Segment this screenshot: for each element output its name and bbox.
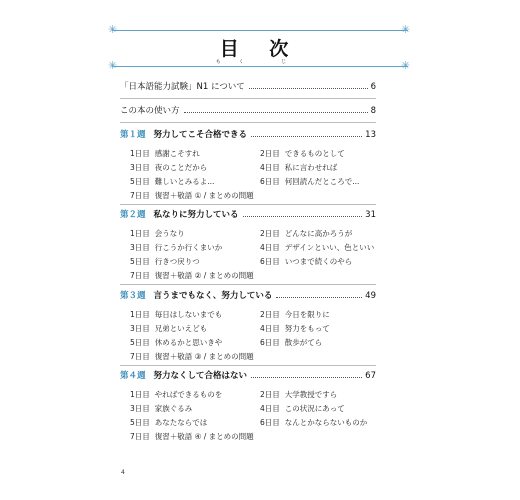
day-text: 夜のことだから <box>154 163 208 172</box>
day-item[interactable] <box>130 431 254 442</box>
day-item[interactable] <box>260 228 352 239</box>
day-label: 7日目 <box>130 191 150 200</box>
day-item[interactable] <box>130 176 214 187</box>
day-text: 復習＋敬語 ④ / まとめの問題 <box>154 432 254 441</box>
week-label: 第２週 <box>120 210 146 220</box>
day-item[interactable] <box>260 148 345 159</box>
day-text: 復習＋敬語 ① / まとめの問題 <box>154 191 254 200</box>
dot-leader <box>243 216 363 217</box>
day-text: 休めるかと思いきや <box>154 338 223 347</box>
day-label: 7日目 <box>130 352 150 361</box>
day-label: 6日目 <box>260 177 280 186</box>
week-title: 私なりに努力している <box>153 210 239 220</box>
day-text: 毎日はしないまでも <box>154 310 223 319</box>
day-item[interactable] <box>130 162 207 173</box>
divider <box>120 98 376 99</box>
day-label: 3日目 <box>130 404 150 413</box>
day-label: 5日目 <box>130 338 150 347</box>
day-text: 大学教授ですら <box>284 390 338 399</box>
week-4-heading[interactable] <box>120 369 376 381</box>
day-text: いつまで続くのやら <box>284 257 353 266</box>
day-item[interactable] <box>130 242 222 253</box>
day-text: 感謝こそすれ <box>154 149 200 158</box>
divider <box>120 204 376 205</box>
day-label: 3日目 <box>130 324 150 333</box>
day-item[interactable] <box>260 389 337 400</box>
day-label: 3日目 <box>130 163 150 172</box>
day-item[interactable] <box>130 337 222 348</box>
day-item[interactable] <box>260 323 330 334</box>
day-label: 1日目 <box>130 149 150 158</box>
snowflake-icon: ✳ <box>108 59 118 72</box>
dot-leader <box>184 112 368 113</box>
divider <box>120 122 376 123</box>
day-item[interactable] <box>130 389 222 400</box>
day-label: 1日目 <box>130 310 150 319</box>
week-page: 31 <box>365 210 376 220</box>
snowflake-icon: ✳ <box>108 23 118 36</box>
day-label: 4日目 <box>260 243 280 252</box>
toc-entry-page: 8 <box>370 106 376 116</box>
day-label: 2日目 <box>260 229 280 238</box>
week-label: 第３週 <box>120 291 146 301</box>
day-label: 7日目 <box>130 271 150 280</box>
day-item[interactable] <box>130 190 254 201</box>
dot-leader <box>251 136 362 137</box>
day-item[interactable] <box>260 162 337 173</box>
week-title: 努力してこそ合格できる <box>153 130 248 140</box>
dot-leader <box>251 377 362 378</box>
day-item[interactable] <box>260 309 330 320</box>
day-label: 4日目 <box>260 163 280 172</box>
day-text: 何回読んだところで... <box>284 177 360 186</box>
week-title: 努力なくして合格はない <box>153 371 248 381</box>
day-label: 1日目 <box>130 390 150 399</box>
day-label: 5日目 <box>130 418 150 427</box>
day-text: 努力をもって <box>284 324 330 333</box>
day-text: 行きつ戻りつ <box>154 257 200 266</box>
day-text: 復習＋敬語 ② / まとめの問題 <box>154 271 254 280</box>
day-label: 1日目 <box>130 229 150 238</box>
week-label: 第４週 <box>120 371 146 381</box>
day-text: 復習＋敬語 ③ / まとめの問題 <box>154 352 254 361</box>
day-text: デザインといい、色といい <box>284 243 375 252</box>
day-text: 兄弟といえども <box>154 324 208 333</box>
dot-leader <box>249 88 368 89</box>
toc-header <box>108 20 411 75</box>
day-text: なんとかならないものか <box>284 418 368 427</box>
toc-entry-how-to-use[interactable] <box>120 104 376 116</box>
header-bottom-rule <box>112 66 408 67</box>
day-text: あなたならでは <box>154 418 208 427</box>
day-label: 6日目 <box>260 338 280 347</box>
toc-entry-jlpt-n1[interactable] <box>120 80 376 92</box>
day-text: どんなに高かろうが <box>284 229 353 238</box>
week-3-heading[interactable] <box>120 289 376 301</box>
day-item[interactable] <box>130 270 254 281</box>
divider <box>120 365 376 366</box>
day-label: 5日目 <box>130 257 150 266</box>
snowflake-icon: ✳ <box>401 23 411 36</box>
header-top-rule <box>112 30 408 31</box>
day-item[interactable] <box>130 403 192 414</box>
day-text: 会うなり <box>154 229 185 238</box>
toc-entry-label: この本の使い方 <box>120 106 180 116</box>
day-item[interactable] <box>130 309 222 320</box>
day-item[interactable] <box>130 351 254 362</box>
week-page: 49 <box>365 291 376 301</box>
day-text: やればできるものを <box>154 390 223 399</box>
week-title: 言うまでもなく、努力している <box>153 291 273 301</box>
day-item[interactable] <box>260 403 345 414</box>
day-item[interactable] <box>130 148 200 159</box>
day-text: 難しいとみるよ... <box>154 177 215 186</box>
week-2-heading[interactable] <box>120 208 376 220</box>
day-label: 6日目 <box>260 257 280 266</box>
dot-leader <box>276 297 362 298</box>
page-title-ruby: もく じ <box>215 59 305 65</box>
day-text: できるものとして <box>284 149 345 158</box>
day-item[interactable] <box>260 176 359 187</box>
day-label: 7日目 <box>130 432 150 441</box>
week-label: 第１週 <box>120 130 146 140</box>
day-item[interactable] <box>130 323 207 334</box>
day-text: 私に言わせれば <box>284 163 338 172</box>
toc-entry-label: 「日本語能力試験」N1 について <box>120 82 245 92</box>
day-item[interactable] <box>130 228 185 239</box>
week-1-heading[interactable] <box>120 128 376 140</box>
snowflake-icon: ✳ <box>401 59 411 72</box>
day-label: 2日目 <box>260 390 280 399</box>
page-title: 目 次 <box>219 38 301 60</box>
day-text: 散歩がてら <box>284 338 323 347</box>
day-item[interactable] <box>130 256 200 267</box>
day-label: 2日目 <box>260 310 280 319</box>
day-item[interactable] <box>260 337 322 348</box>
week-page: 67 <box>365 371 376 381</box>
day-label: 4日目 <box>260 324 280 333</box>
week-page: 13 <box>365 130 376 140</box>
day-label: 3日目 <box>130 243 150 252</box>
day-text: 家族ぐるみ <box>154 404 193 413</box>
day-text: 今日を限りに <box>284 310 330 319</box>
day-item[interactable] <box>260 242 374 253</box>
day-label: 6日目 <box>260 418 280 427</box>
day-label: 5日目 <box>130 177 150 186</box>
day-item[interactable] <box>130 417 207 428</box>
toc-entry-page: 6 <box>370 82 376 92</box>
day-label: 4日目 <box>260 404 280 413</box>
day-text: 行こうか行くまいか <box>154 243 223 252</box>
day-item[interactable] <box>260 417 367 428</box>
day-item[interactable] <box>260 256 352 267</box>
day-label: 2日目 <box>260 149 280 158</box>
divider <box>120 284 376 285</box>
page-number: 4 <box>121 469 125 476</box>
day-text: この状況にあって <box>284 404 345 413</box>
